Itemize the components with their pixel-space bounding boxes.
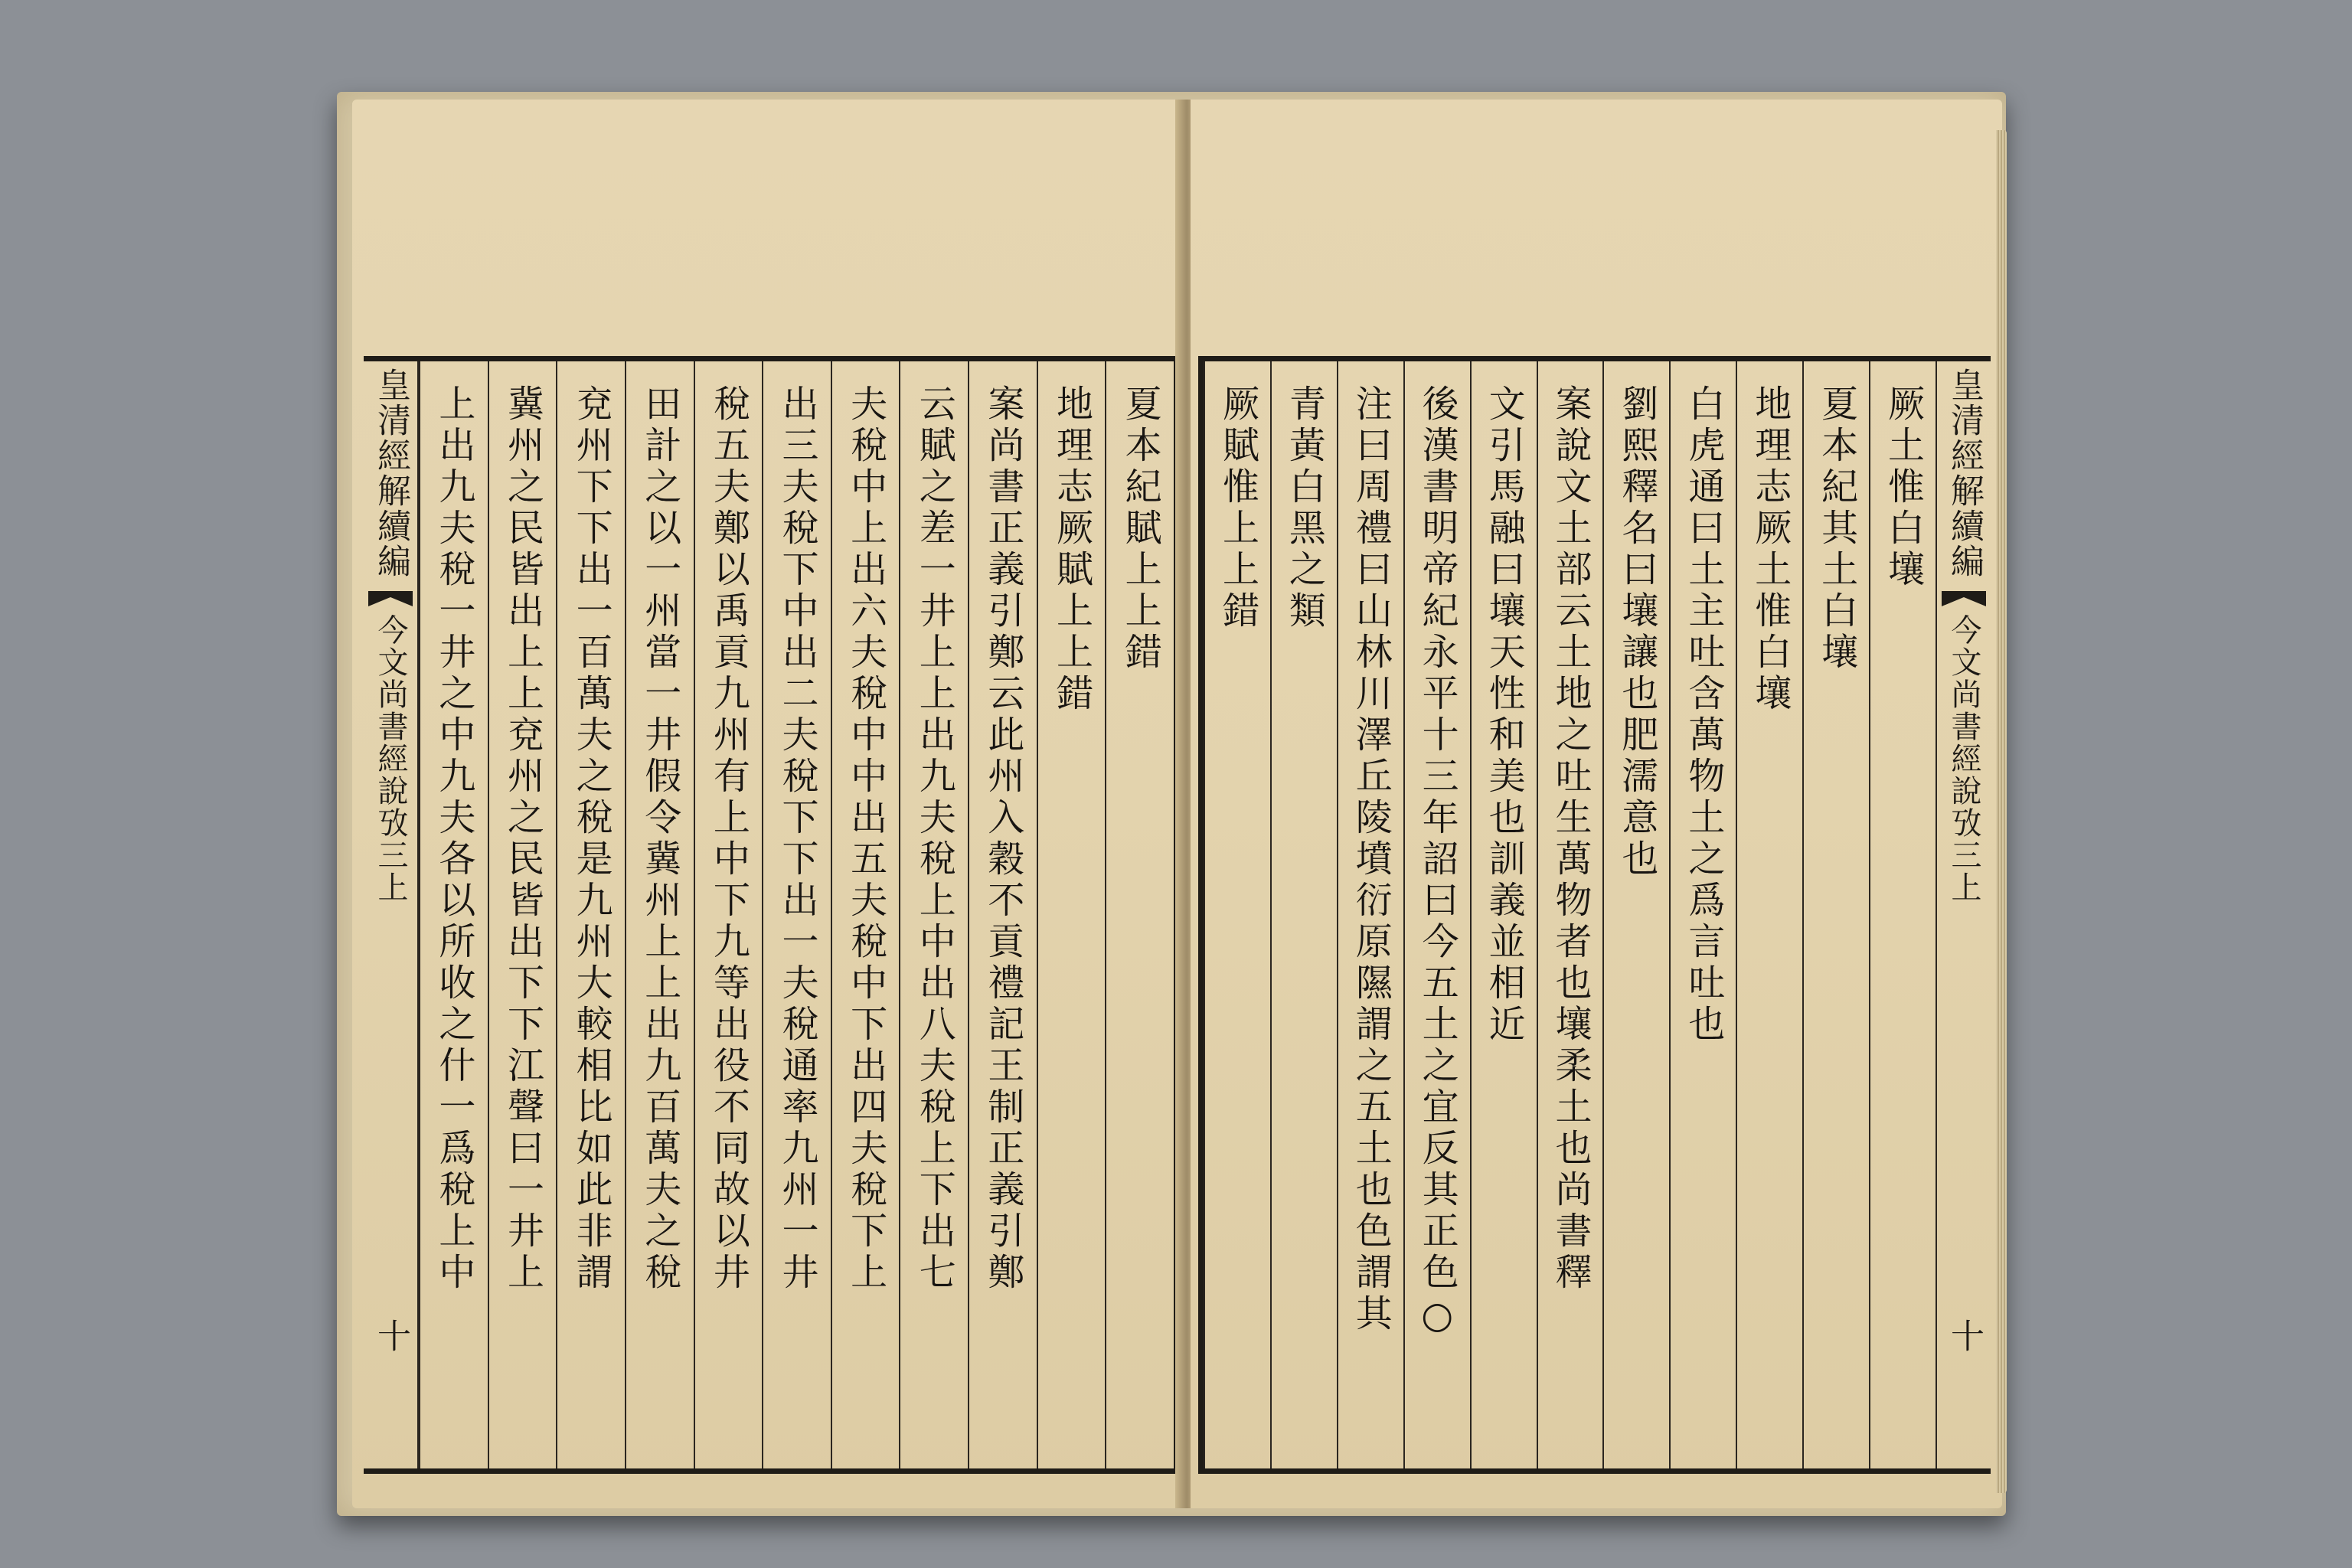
text-column	[1602, 361, 1669, 1468]
column-text: 兗州下下出一百萬夫之稅是九州大較相比如此非謂	[570, 384, 613, 1294]
column-text: 劉熙釋名曰壤讓也肥濡意也	[1615, 384, 1658, 880]
column-text: 地理志厥土惟白壤	[1748, 384, 1792, 715]
right-page-chapter-title: 今文尚書經說攷三上	[1946, 614, 1981, 903]
fishtail-mark	[1942, 591, 1986, 606]
column-text: 冀州之民皆出上上兗州之民皆出下下江聲曰一井上	[501, 384, 544, 1294]
column-text: 地理志厥賦上上錯	[1050, 384, 1093, 715]
text-column	[694, 361, 763, 1468]
left-page-frame	[364, 356, 1179, 1474]
left-page-book-title: 皇清經解續編	[371, 368, 410, 579]
column-text: 稅五夫鄭以禹貢九州有上中下九等出役不同故以井	[707, 384, 750, 1294]
right-page-number: 十	[1945, 1318, 1984, 1352]
column-text: 夏本紀賦上上錯	[1119, 384, 1162, 674]
right-page	[1191, 100, 2002, 1508]
column-text: 注曰周禮曰山林川澤丘陵墳衍原隰謂之五土也色謂其	[1349, 384, 1393, 1335]
left-page-number: 十	[371, 1318, 410, 1352]
column-text: 後漢書明帝紀永平十三年詔曰今五土之宜反其正色○	[1416, 384, 1459, 1341]
text-column	[1270, 361, 1337, 1468]
column-text: 上出九夫稅一井之中九夫各以所收之什一爲稅上中	[432, 384, 475, 1294]
text-column	[488, 361, 557, 1468]
text-column	[1037, 361, 1106, 1468]
text-column	[556, 361, 625, 1468]
text-column	[1537, 361, 1603, 1468]
column-text: 案尚書正義引鄭云此州入穀不貢禮記王制正義引鄭	[981, 384, 1024, 1294]
text-column	[1869, 361, 1936, 1468]
left-page-chapter-title: 今文尚書經說攷三上	[373, 614, 408, 903]
page-stack-edge	[1996, 130, 2007, 1493]
column-text: 厥賦惟上上錯	[1216, 384, 1259, 632]
text-column	[899, 361, 968, 1468]
column-text: 田計之以一州當一井假令冀州上上出九百萬夫之稅	[638, 384, 681, 1294]
text-column	[1802, 361, 1869, 1468]
column-text: 云賦之差一井上上出九夫稅上中出八夫稅上下出七	[913, 384, 956, 1294]
text-column	[762, 361, 831, 1468]
right-page-frame	[1198, 356, 1991, 1474]
column-text: 夫稅中上出六夫稅中中出五夫稅中下出四夫稅下上	[844, 384, 887, 1294]
right-page-book-title: 皇清經解續編	[1945, 368, 1984, 579]
column-text: 白虎通曰土主吐含萬物土之爲言吐也	[1681, 384, 1725, 1046]
fishtail-mark	[368, 591, 413, 606]
column-text: 出三夫稅下中出二夫稅下下出一夫稅通率九州一井	[775, 384, 818, 1294]
text-column	[1337, 361, 1403, 1468]
column-text: 厥土惟白壤	[1881, 384, 1925, 591]
text-column	[1470, 361, 1537, 1468]
text-column	[625, 361, 694, 1468]
text-column	[1669, 361, 1736, 1468]
text-column	[968, 361, 1037, 1468]
text-column	[1403, 361, 1470, 1468]
right-page-center-column	[1936, 361, 1991, 1468]
text-column	[1105, 361, 1174, 1468]
left-page	[352, 100, 1183, 1508]
column-text: 案說文土部云土地之吐生萬物者也壤柔土也尚書釋	[1548, 384, 1592, 1294]
text-column	[831, 361, 900, 1468]
open-book	[337, 92, 2006, 1516]
text-column	[419, 361, 488, 1468]
text-column	[1736, 361, 1802, 1468]
text-column	[1204, 361, 1270, 1468]
column-text: 夏本紀其土白壤	[1815, 384, 1858, 674]
column-text: 青黃白黑之類	[1282, 384, 1326, 632]
column-text: 文引馬融曰壤天性和美也訓義並相近	[1482, 384, 1526, 1046]
left-page-center-column	[364, 361, 419, 1468]
